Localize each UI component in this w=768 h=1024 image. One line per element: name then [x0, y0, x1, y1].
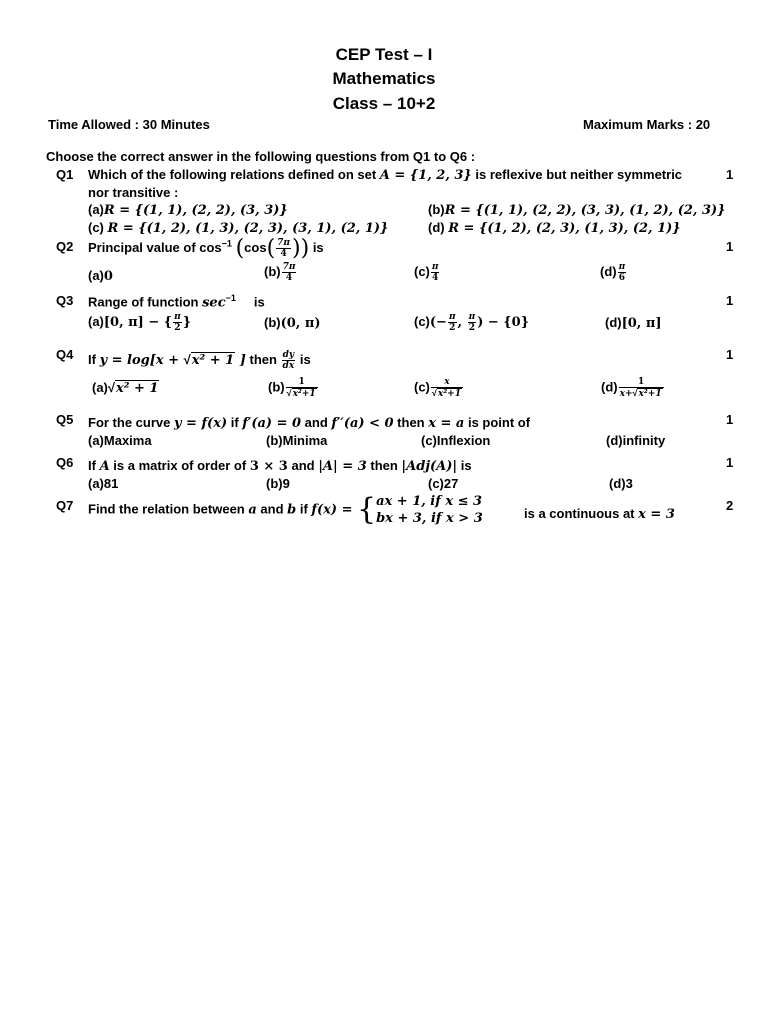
time-allowed: Time Allowed : 30 Minutes — [48, 117, 210, 132]
class-title: Class – 10+2 — [332, 94, 436, 113]
q2-number: Q2 — [56, 239, 74, 254]
q2-marks: 1 — [726, 239, 734, 254]
q5-option-b: (b)Minima — [266, 433, 328, 448]
q5-option-d: (d)infinity — [606, 433, 666, 448]
q1-option-c: (c) R = {(1, 2), (1, 3), (2, 3), (3, 1), (2, 1)} — [88, 220, 389, 236]
q2-option-a: (a)0 — [88, 268, 113, 284]
q2-option-b: (b) $\frac{7\pi}{4}$ — [264, 262, 296, 283]
q3-option-a: (a)[0, π] − { $\frac{\pi}{2}$ } — [88, 312, 192, 333]
q7-marks: 2 — [726, 498, 734, 513]
q7-text-tail: is a continuous at x = 3 — [524, 506, 675, 522]
q7-text: Find the relation between a and b if f(x) = { ax + 1, if x ≤ 3 bx + 3, if x > 3 — [88, 492, 483, 527]
page-title: CEP Test – I — [335, 45, 433, 64]
q2-option-c: (c) $\frac{\pi}{4}$ — [414, 262, 439, 283]
instruction: Choose the correct answer in the following questions from Q1 to Q6 : — [46, 149, 476, 164]
q3-marks: 1 — [726, 293, 734, 308]
q5-marks: 1 — [726, 412, 734, 427]
q5-number: Q5 — [56, 412, 74, 427]
piecewise-cases: ax + 1, if x ≤ 3 bx + 3, if x > 3 — [376, 494, 483, 526]
q4-option-b: (b) $\frac{1}{\text{√x²+1}}$ — [268, 377, 316, 399]
q4-option-d: (d) $\frac{1}{\text{x+√x²+1}}$ — [601, 377, 662, 399]
q7-number: Q7 — [56, 498, 74, 513]
q5-option-a: (a)Maxima — [88, 433, 152, 448]
q1-option-b: (b)R = {(1, 1), (2, 2), (3, 3), (1, 2), (2, 3)} — [428, 202, 726, 218]
q6-option-a: (a)81 — [88, 476, 119, 491]
q2-text: Principal value of $\cos^{-1} (\cos$( $\frac{7\pi}{4}$ )) is — [88, 236, 324, 261]
q6-option-d: (d)3 — [609, 476, 633, 491]
q6-number: Q6 — [56, 455, 74, 470]
q1-marks: 1 — [726, 167, 734, 182]
q1-number: Q1 — [56, 167, 74, 182]
q3-option-c: (c)(− $\frac{\pi}{2}$ , $\frac{\pi}{2}$ ) − {0} — [414, 312, 530, 333]
q4-number: Q4 — [56, 347, 74, 362]
q3-text: Range of function $\sec^{-1}$ is — [88, 293, 265, 311]
q4-marks: 1 — [726, 347, 734, 362]
q1-text-line2: nor transitive : — [88, 185, 179, 200]
q6-option-c: (c)27 — [428, 476, 459, 491]
q1-option-d: (d) R = {(1, 2), (2, 3), (1, 3), (2, 1)} — [428, 220, 681, 236]
subject-title: Mathematics — [332, 69, 436, 88]
q3-number: Q3 — [56, 293, 74, 308]
q1-text: Which of the following relations defined on set A = {1, 2, 3} is reflexive but neither symmetric — [88, 167, 683, 183]
q1-option-a: (a)R = {(1, 1), (2, 2), (3, 3)} — [88, 202, 288, 218]
q3-option-d: (d)[0, π] — [605, 315, 662, 331]
q6-marks: 1 — [726, 455, 734, 470]
q5-text: For the curve y = f(x) if f′(a) = 0 and f′′(a) < 0 then x = a is point of — [88, 415, 531, 431]
q5-option-c: (c)Inflexion — [421, 433, 491, 448]
q3-option-b: (b)(0, π) — [264, 315, 321, 331]
q6-option-b: (b)9 — [266, 476, 290, 491]
q4-text: If y = log[x + √x² + 1 ] then $\frac{dy}{dx}$ is — [88, 350, 311, 371]
q4-option-c: (c) $\frac{x}{\text{√x²+1}}$ — [414, 377, 461, 399]
maximum-marks: Maximum Marks : 20 — [583, 117, 711, 132]
q6-text: If A is a matrix of order of 3 × 3 and |A| = 3 then |Adj(A)| is — [88, 458, 472, 474]
q2-option-d: (d) $\frac{\pi}{6}$ — [600, 262, 626, 283]
q4-option-a: (a)√x² + 1 — [92, 380, 159, 396]
